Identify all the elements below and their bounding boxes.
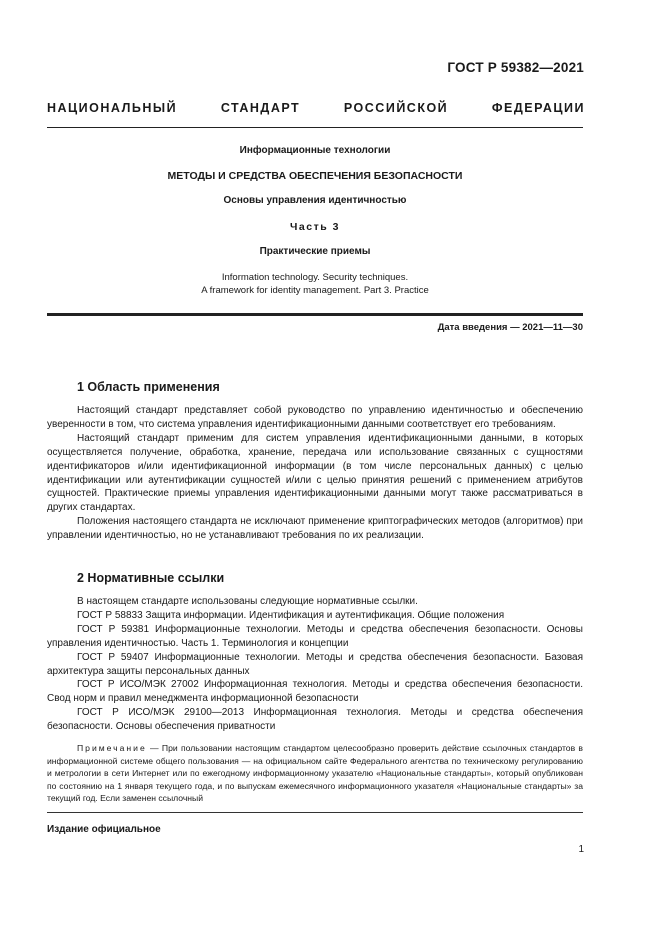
page-number: 1	[578, 844, 584, 855]
title-divider	[47, 313, 583, 316]
paragraph: В настоящем стандарте использованы следующие нормативные ссылки.	[77, 596, 418, 607]
paragraph: Настоящий стандарт представляет собой руководство по управлению идентичностью и обеспечению уверенности в том, что система управления идентификационными данными соответствует его требованиям.	[47, 405, 583, 430]
title-line-2: МЕТОДЫ И СРЕДСТВА ОБЕСПЕЧЕНИЯ БЕЗОПАСНОСТИ	[167, 170, 463, 182]
official-edition-label: Издание официальное	[47, 824, 161, 835]
part-number: Часть 3	[290, 221, 340, 233]
paragraph: Настоящий стандарт применим для систем управления идентификационными данными, в которых осуществляется получение, обработка, хранение, передача или использование связанных с сущностями идентификаторов и/или идентификационной информации (в том числе персональных данных) с целью идентификации или аутентификации сущностей и/или с целью принятия решений с применением атрибутов сущностей. Практические приемы управления идентификационными данными могут также рассматриваться в других стандартах.	[47, 432, 583, 514]
reference-item: ГОСТ Р 59407 Информационные технологии. Методы и средства обеспечения безопасности. Базовая архитектура защиты персональных данных	[47, 651, 583, 677]
english-title	[47, 271, 583, 297]
reference-item: ГОСТ Р ИСО/МЭК 27002 Информационная технология. Методы и средства обеспечения безопасности. Свод норм и правил менеджмента информационной безопасности	[47, 679, 583, 705]
title-line-1: Информационные технологии	[239, 145, 391, 156]
part-title: Практические приемы	[259, 246, 371, 257]
header-divider	[47, 127, 583, 128]
english-title-line-1: Information technology. Security techniques.	[221, 272, 409, 283]
note-label: Примечание	[77, 743, 147, 753]
document-code: ГОСТ Р 59382—2021	[447, 60, 584, 75]
introduction-date: Дата введения — 2021—11—30	[437, 322, 583, 333]
note	[47, 742, 583, 805]
section-1-heading: 1 Область применения	[77, 380, 220, 394]
section-2-body	[47, 595, 583, 734]
national-standard-banner: НАЦИОНАЛЬНЫЙ СТАНДАРТ РОССИЙСКОЙ ФЕДЕРАЦИИ	[47, 101, 585, 115]
note-text: — При пользовании настоящим стандартом целесообразно проверить действие ссылочных стандартов в информационной системе общего пользования — на официальном сайте Федерального агентства по техническому регулированию и метрологии в сети Интернет или по ежегодному информационному указателю «Национальные стандарты», который опубликован по состоянию на 1 января текущего года, и по выпускам ежемесячного информационного указателя «Национальные стандарты» за текущий год. Если заменен ссылочный	[47, 743, 583, 804]
reference-item: ГОСТ Р 58833 Защита информации. Идентификация и аутентификация. Общие положения	[77, 609, 505, 621]
paragraph: Положения настоящего стандарта не исключают применение криптографических методов (алгоритмов) при управлении идентичностью, но не устанавливают требования по их реализации.	[47, 516, 583, 542]
section-1-body	[47, 404, 583, 543]
reference-item: ГОСТ Р ИСО/МЭК 29100—2013 Информационная технология. Методы и средства обеспечения безопасности. Основы обеспечения приватности	[47, 707, 583, 733]
reference-item: ГОСТ Р 59381 Информационные технологии. Методы и средства обеспечения безопасности. Основы управления идентичностью. Часть 1. Терминология и концепции	[47, 623, 583, 649]
section-2-heading: 2 Нормативные ссылки	[77, 571, 225, 585]
english-title-line-2: A framework for identity management. Part 3. Practice	[201, 285, 429, 296]
footer-divider	[47, 812, 583, 813]
title-line-3: Основы управления идентичностью	[223, 195, 407, 206]
